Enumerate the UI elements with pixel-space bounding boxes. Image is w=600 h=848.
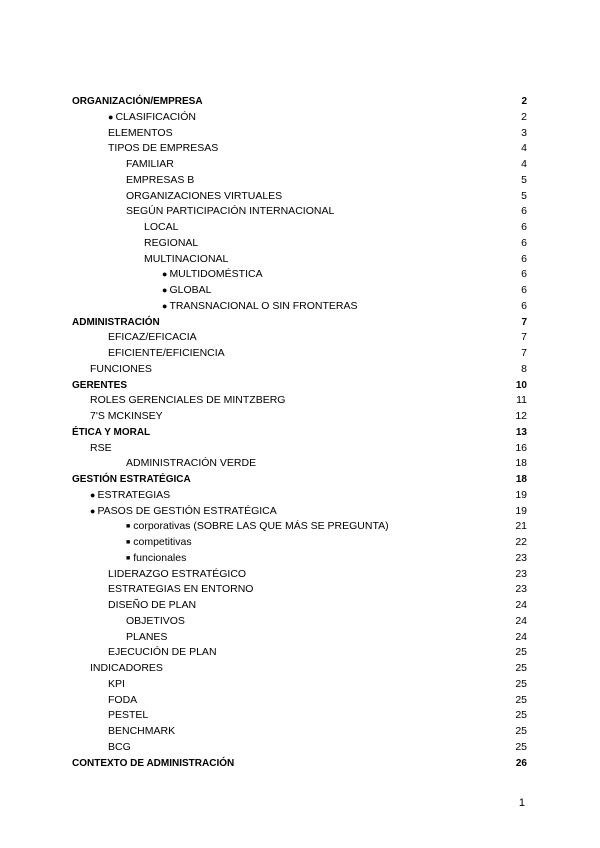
toc-entry[interactable]: [72, 189, 527, 205]
toc-entry-page: 10: [515, 379, 527, 391]
toc-entry[interactable]: [72, 472, 527, 488]
toc-entry[interactable]: [72, 173, 527, 189]
toc-entry-title: [72, 724, 511, 740]
toc-entry[interactable]: [72, 661, 527, 677]
toc-entry[interactable]: [72, 693, 527, 709]
toc-entry-page: 25: [515, 677, 527, 690]
toc-entry-title: [72, 614, 511, 630]
toc-entry-label: CLASIFICACIÓN: [115, 110, 196, 123]
toc-entry-title: [72, 756, 511, 772]
toc-entry-title: [72, 362, 511, 378]
toc-entry-label: EMPRESAS B: [126, 173, 195, 186]
bullet-icon: ●: [162, 285, 168, 295]
toc-entry[interactable]: [72, 724, 527, 740]
toc-entry-title: [72, 645, 511, 661]
toc-entry-title: [72, 141, 511, 157]
toc-entry-label: FODA: [108, 693, 138, 706]
toc-entry-page: 25: [515, 646, 527, 659]
toc-entry-title: [72, 551, 511, 567]
toc-entry[interactable]: [72, 204, 527, 220]
toc-entry-page: 25: [515, 662, 527, 674]
toc-entry-title: [72, 598, 511, 614]
toc-entry-page: 24: [515, 630, 527, 643]
toc-entry[interactable]: [72, 504, 527, 520]
toc-entry-title: [72, 472, 511, 488]
toc-entry-title: [72, 488, 511, 504]
bullet-icon: ●: [162, 269, 168, 280]
toc-entry-label: ROLES GERENCIALES DE MINTZBERG: [90, 394, 286, 407]
toc-entry-label: GLOBAL: [169, 284, 212, 296]
toc-entry-page: 6: [521, 299, 527, 312]
toc-entry-page: 6: [521, 268, 527, 281]
toc-entry[interactable]: [72, 283, 527, 299]
toc-entry-label: ÉTICA Y MORAL: [72, 426, 151, 438]
toc-entry-label: EFICIENTE/EFICIENCIA: [108, 347, 225, 359]
toc-entry-page: 4: [521, 142, 527, 155]
toc-entry-page: 6: [521, 284, 527, 296]
toc-entry-page: 3: [521, 126, 527, 139]
toc-entry-label: competitivas: [133, 536, 192, 548]
toc-entry-title: [72, 299, 511, 315]
toc-entry[interactable]: [72, 378, 527, 394]
toc-entry-page: 25: [515, 740, 527, 753]
toc-entry-label: ORGANIZACIÓN/EMPRESA: [72, 96, 203, 107]
toc-entry-label: CONTEXTO DE ADMINISTRACIÓN: [72, 757, 235, 769]
toc-entry[interactable]: [72, 630, 527, 646]
toc-entry-page: 19: [515, 504, 527, 517]
toc-entry-label: INDICADORES: [90, 662, 163, 674]
toc-entry-page: 2: [521, 96, 527, 107]
toc-entry[interactable]: [72, 236, 527, 252]
toc-entry-title: [72, 708, 511, 724]
toc-entry[interactable]: [72, 330, 527, 346]
toc-entry[interactable]: [72, 110, 527, 126]
toc-entry-page: 7: [521, 347, 527, 359]
toc-entry[interactable]: [72, 141, 527, 157]
toc-entry-title: [72, 409, 511, 425]
toc-entry-page: 26: [515, 757, 527, 769]
toc-entry-label: MULTIDOMÉSTICA: [169, 268, 263, 281]
square-bullet-icon: ■: [126, 554, 131, 562]
toc-entry[interactable]: [72, 346, 527, 362]
toc-entry-title: [72, 393, 511, 409]
toc-entry-page: 4: [521, 158, 527, 170]
toc-entry-page: 24: [515, 614, 527, 627]
toc-entry-page: 2: [521, 110, 527, 123]
toc-entry-title: [72, 189, 511, 205]
toc-entry-label: ESTRATEGIAS: [97, 488, 171, 501]
toc-entry[interactable]: [72, 425, 527, 441]
toc-entry-label: PLANES: [126, 630, 168, 643]
toc-entry-title: [72, 693, 511, 709]
toc-entry-title: [72, 283, 511, 299]
toc-entry-label: BENCHMARK: [108, 725, 176, 737]
toc-entry-page: 7: [521, 331, 527, 344]
toc-entry-page: 18: [515, 474, 527, 485]
toc-entry-page: 23: [515, 567, 527, 580]
toc-entry-page: 19: [515, 488, 527, 501]
toc-entry-label: EFICAZ/EFICACIA: [108, 331, 197, 344]
toc-entry-title: [72, 425, 511, 441]
toc-entry-page: 7: [521, 316, 527, 328]
toc-entry-label: corporativas (SOBRE LAS QUE MÁS SE PREGUNTA): [133, 520, 389, 533]
toc-entry-label: GERENTES: [72, 379, 128, 391]
toc-entry-title: [72, 315, 511, 331]
bullet-icon: ●: [90, 505, 96, 516]
toc-entry-label: ESTRATEGIAS EN ENTORNO: [108, 583, 254, 596]
toc-entry-page: 25: [515, 725, 527, 737]
toc-entry-label: ADMINISTRACIÓN: [72, 316, 160, 328]
toc-entry-title: [72, 94, 511, 110]
toc-entry-page: 5: [521, 189, 527, 202]
toc-entry-title: [72, 126, 511, 142]
toc-entry-title: [72, 204, 511, 220]
toc-entry-title: [72, 740, 511, 756]
toc-entry[interactable]: [72, 299, 527, 315]
toc-entry-label: FUNCIONES: [90, 362, 152, 375]
toc-entry-title: [72, 330, 511, 346]
toc-entry-title: [72, 346, 511, 362]
bullet-icon: ●: [162, 300, 168, 311]
toc-entry[interactable]: [72, 598, 527, 614]
square-bullet-icon: ■: [126, 539, 131, 546]
toc-entry[interactable]: [72, 677, 527, 693]
toc-entry-label: TIPOS DE EMPRESAS: [108, 142, 219, 155]
toc-entry-label: KPI: [108, 677, 125, 690]
toc-entry-page: 18: [515, 457, 527, 470]
toc-entry-title: [72, 630, 511, 646]
toc-entry-page: 6: [521, 205, 527, 218]
toc-entry[interactable]: [72, 126, 527, 142]
toc-entry-title: [72, 535, 511, 551]
toc-entry-page: 22: [515, 536, 527, 548]
toc-entry-page: 23: [515, 583, 527, 596]
toc-entry-page: 11: [516, 394, 527, 407]
toc-entry-page: 13: [515, 426, 527, 438]
toc-entry[interactable]: [72, 708, 527, 724]
toc-entry-title: [72, 677, 511, 693]
toc-entry[interactable]: [72, 645, 527, 661]
toc-entry[interactable]: [72, 94, 527, 110]
toc-entry[interactable]: [72, 315, 527, 331]
toc-entry-title: [72, 157, 511, 173]
toc-entry[interactable]: [72, 488, 527, 504]
toc-entry-label: ADMINISTRACIÓN VERDE: [126, 457, 257, 470]
toc-entry-title: [72, 110, 511, 126]
toc-entry-page: 5: [521, 173, 527, 186]
toc-entry[interactable]: [72, 756, 527, 772]
toc-entry[interactable]: [72, 614, 527, 630]
toc-entry-page: 21: [515, 520, 527, 533]
toc-entry-title: [72, 173, 511, 189]
toc-entry[interactable]: [72, 267, 527, 283]
toc-entry-title: [72, 504, 511, 520]
toc-entry[interactable]: [72, 551, 527, 567]
toc-entry[interactable]: [72, 441, 527, 457]
toc-entry-title: [72, 519, 511, 535]
square-bullet-icon: ■: [126, 523, 131, 531]
toc-entry-label: FAMILIAR: [126, 158, 174, 170]
toc-entry-label: RSE: [90, 441, 112, 454]
toc-entry[interactable]: [72, 157, 527, 173]
toc-entry[interactable]: [72, 252, 527, 268]
toc-entry-label: PESTEL: [108, 709, 149, 722]
toc-entry-page: 6: [521, 221, 527, 233]
toc-entry[interactable]: [72, 362, 527, 378]
toc-entry-title: [72, 456, 511, 472]
table-of-contents: [72, 94, 527, 771]
toc-entry-label: DISEÑO DE PLAN: [108, 599, 197, 611]
toc-entry-title: [72, 441, 511, 457]
toc-entry-page: 16: [515, 441, 527, 454]
toc-entry[interactable]: [72, 740, 527, 756]
toc-entry-label: LOCAL: [144, 221, 179, 233]
toc-entry[interactable]: [72, 393, 527, 409]
toc-entry-label: funcionales: [133, 551, 187, 564]
toc-entry[interactable]: [72, 567, 527, 583]
toc-entry-label: PASOS DE GESTIÓN ESTRATÉGICA: [97, 504, 277, 517]
toc-entry-label: 7'S MCKINSEY: [90, 410, 163, 422]
toc-entry-label: LIDERAZGO ESTRATÉGICO: [108, 567, 247, 580]
toc-entry-title: [72, 582, 511, 598]
toc-entry-label: REGIONAL: [144, 236, 199, 249]
toc-entry-page: 12: [515, 410, 527, 422]
toc-entry[interactable]: [72, 519, 527, 535]
toc-entry-label: BCG: [108, 740, 131, 753]
toc-entry-title: [72, 661, 511, 677]
toc-entry-title: [72, 220, 511, 236]
toc-entry[interactable]: [72, 456, 527, 472]
toc-entry-label: SEGÚN PARTICIPACIÓN INTERNACIONAL: [126, 205, 335, 218]
toc-entry-label: ELEMENTOS: [108, 126, 173, 139]
toc-entry-page: 6: [521, 252, 527, 265]
toc-entry-title: [72, 236, 511, 252]
toc-entry-title: [72, 567, 511, 583]
toc-entry-label: MULTINACIONAL: [144, 252, 229, 265]
bullet-icon: ●: [108, 111, 114, 122]
toc-entry-page: 25: [515, 693, 527, 706]
toc-entry-label: OBJETIVOS: [126, 614, 185, 627]
toc-entry-label: TRANSNACIONAL O SIN FRONTERAS: [169, 299, 358, 312]
toc-entry[interactable]: [72, 535, 527, 551]
toc-entry[interactable]: [72, 409, 527, 425]
toc-entry[interactable]: [72, 582, 527, 598]
toc-entry[interactable]: [72, 220, 527, 236]
bullet-icon: ●: [90, 489, 96, 500]
toc-entry-page: 8: [521, 362, 527, 375]
toc-entry-label: ORGANIZACIONES VIRTUALES: [126, 189, 283, 202]
toc-entry-title: [72, 267, 511, 283]
toc-entry-title: [72, 252, 511, 268]
toc-entry-page: 25: [515, 709, 527, 722]
toc-entry-label: EJECUCIÓN DE PLAN: [108, 646, 217, 659]
page-number: 1: [518, 797, 525, 809]
toc-entry-title: [72, 378, 511, 394]
toc-entry-page: 24: [515, 599, 527, 611]
toc-entry-label: GESTIÓN ESTRATÉGICA: [72, 474, 191, 485]
toc-entry-page: 6: [521, 236, 527, 249]
toc-entry-page: 23: [515, 551, 527, 564]
